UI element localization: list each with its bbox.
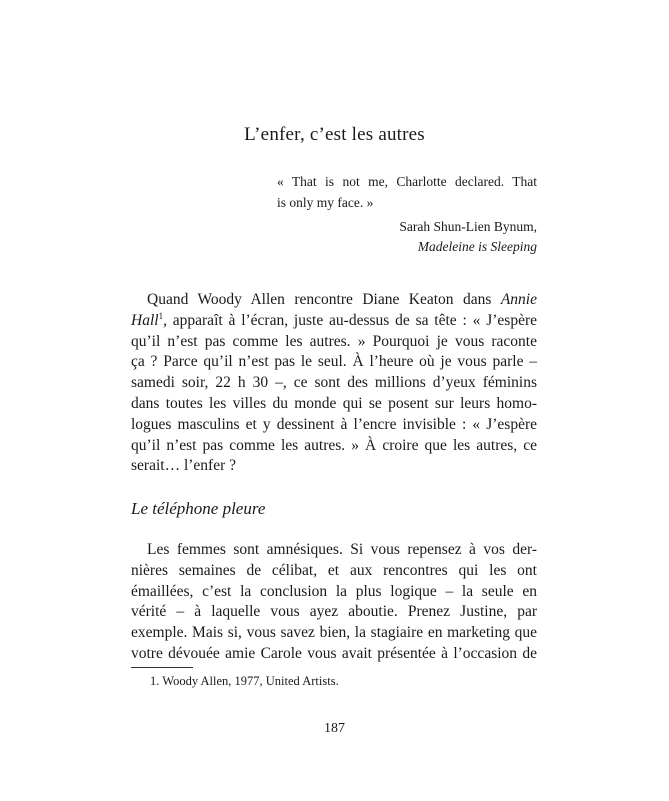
paragraph-line: qu’il n’est pas comme les autres. » À croire que les autres, ce [131, 436, 537, 454]
paragraph-line: vérité – à laquelle vous ayez aboutie. Prenez Justine, par [131, 603, 537, 621]
epigraph-work: Madeleine is Sleeping [417, 239, 537, 254]
footnote: 1. Woody Allen, 1977, United Artists. [150, 674, 339, 688]
page-number: 187 [324, 721, 345, 736]
paragraph-line: serait… l’enfer ? [131, 457, 236, 475]
paragraph-line [131, 290, 537, 311]
text-run: Quand Woody Allen rencontre Diane Keaton dans [147, 291, 501, 308]
paragraph-line: logues masculins et y dessinent à l’encre invisible : « J’espère [131, 415, 537, 433]
chapter-title: L’enfer, c’est les autres [244, 124, 425, 145]
paragraph-line: qu’il n’est pas comme les autres. » Pourquoi je vous raconte [131, 332, 537, 350]
paragraph-line: Les femmes sont amnésiques. Si vous repensez à vos der- [147, 541, 537, 558]
paragraph-line: ça ? Parce qu’il n’est pas le seul. À l’heure où je vous parle – [131, 353, 537, 371]
epigraph-author: Sarah Shun-Lien Bynum, [399, 219, 537, 234]
paragraph-section [131, 540, 537, 665]
footnote-ref: 1 [158, 310, 164, 321]
epigraph-line: « That is not me, Charlotte declared. That [277, 174, 537, 189]
paragraph-line: samedi soir, 22 h 30 –, ce sont des millions d’yeux féminins [131, 374, 537, 392]
film-title-italic: Annie [500, 291, 537, 308]
text-run: , apparaît à l’écran, juste au-dessus de sa tête : « J’espère [163, 311, 537, 329]
film-title-italic: Hall [131, 311, 159, 329]
paragraph-line: exemple. Mais si, vous savez bien, la stagiaire en marketing que [131, 624, 537, 642]
paragraph-line: émaillées, c’est la conclusion la plus logique – la seule en [131, 582, 537, 600]
epigraph-line: is only my face. » [277, 194, 374, 210]
section-heading: Le téléphone pleure [131, 499, 266, 518]
paragraph-line: nières semaines de célibat, et aux rencontres qui les ont [131, 561, 537, 579]
epigraph-quote [277, 172, 537, 214]
paragraph-line: votre dévouée amie Carole vous avait présentée à l’occasion de [131, 644, 537, 662]
footnote-divider [131, 667, 193, 668]
paragraph-line: dans toutes les villes du monde qui se posent sur leurs homo- [131, 394, 537, 412]
paragraph-line [131, 311, 537, 332]
paragraph-intro [131, 290, 537, 477]
